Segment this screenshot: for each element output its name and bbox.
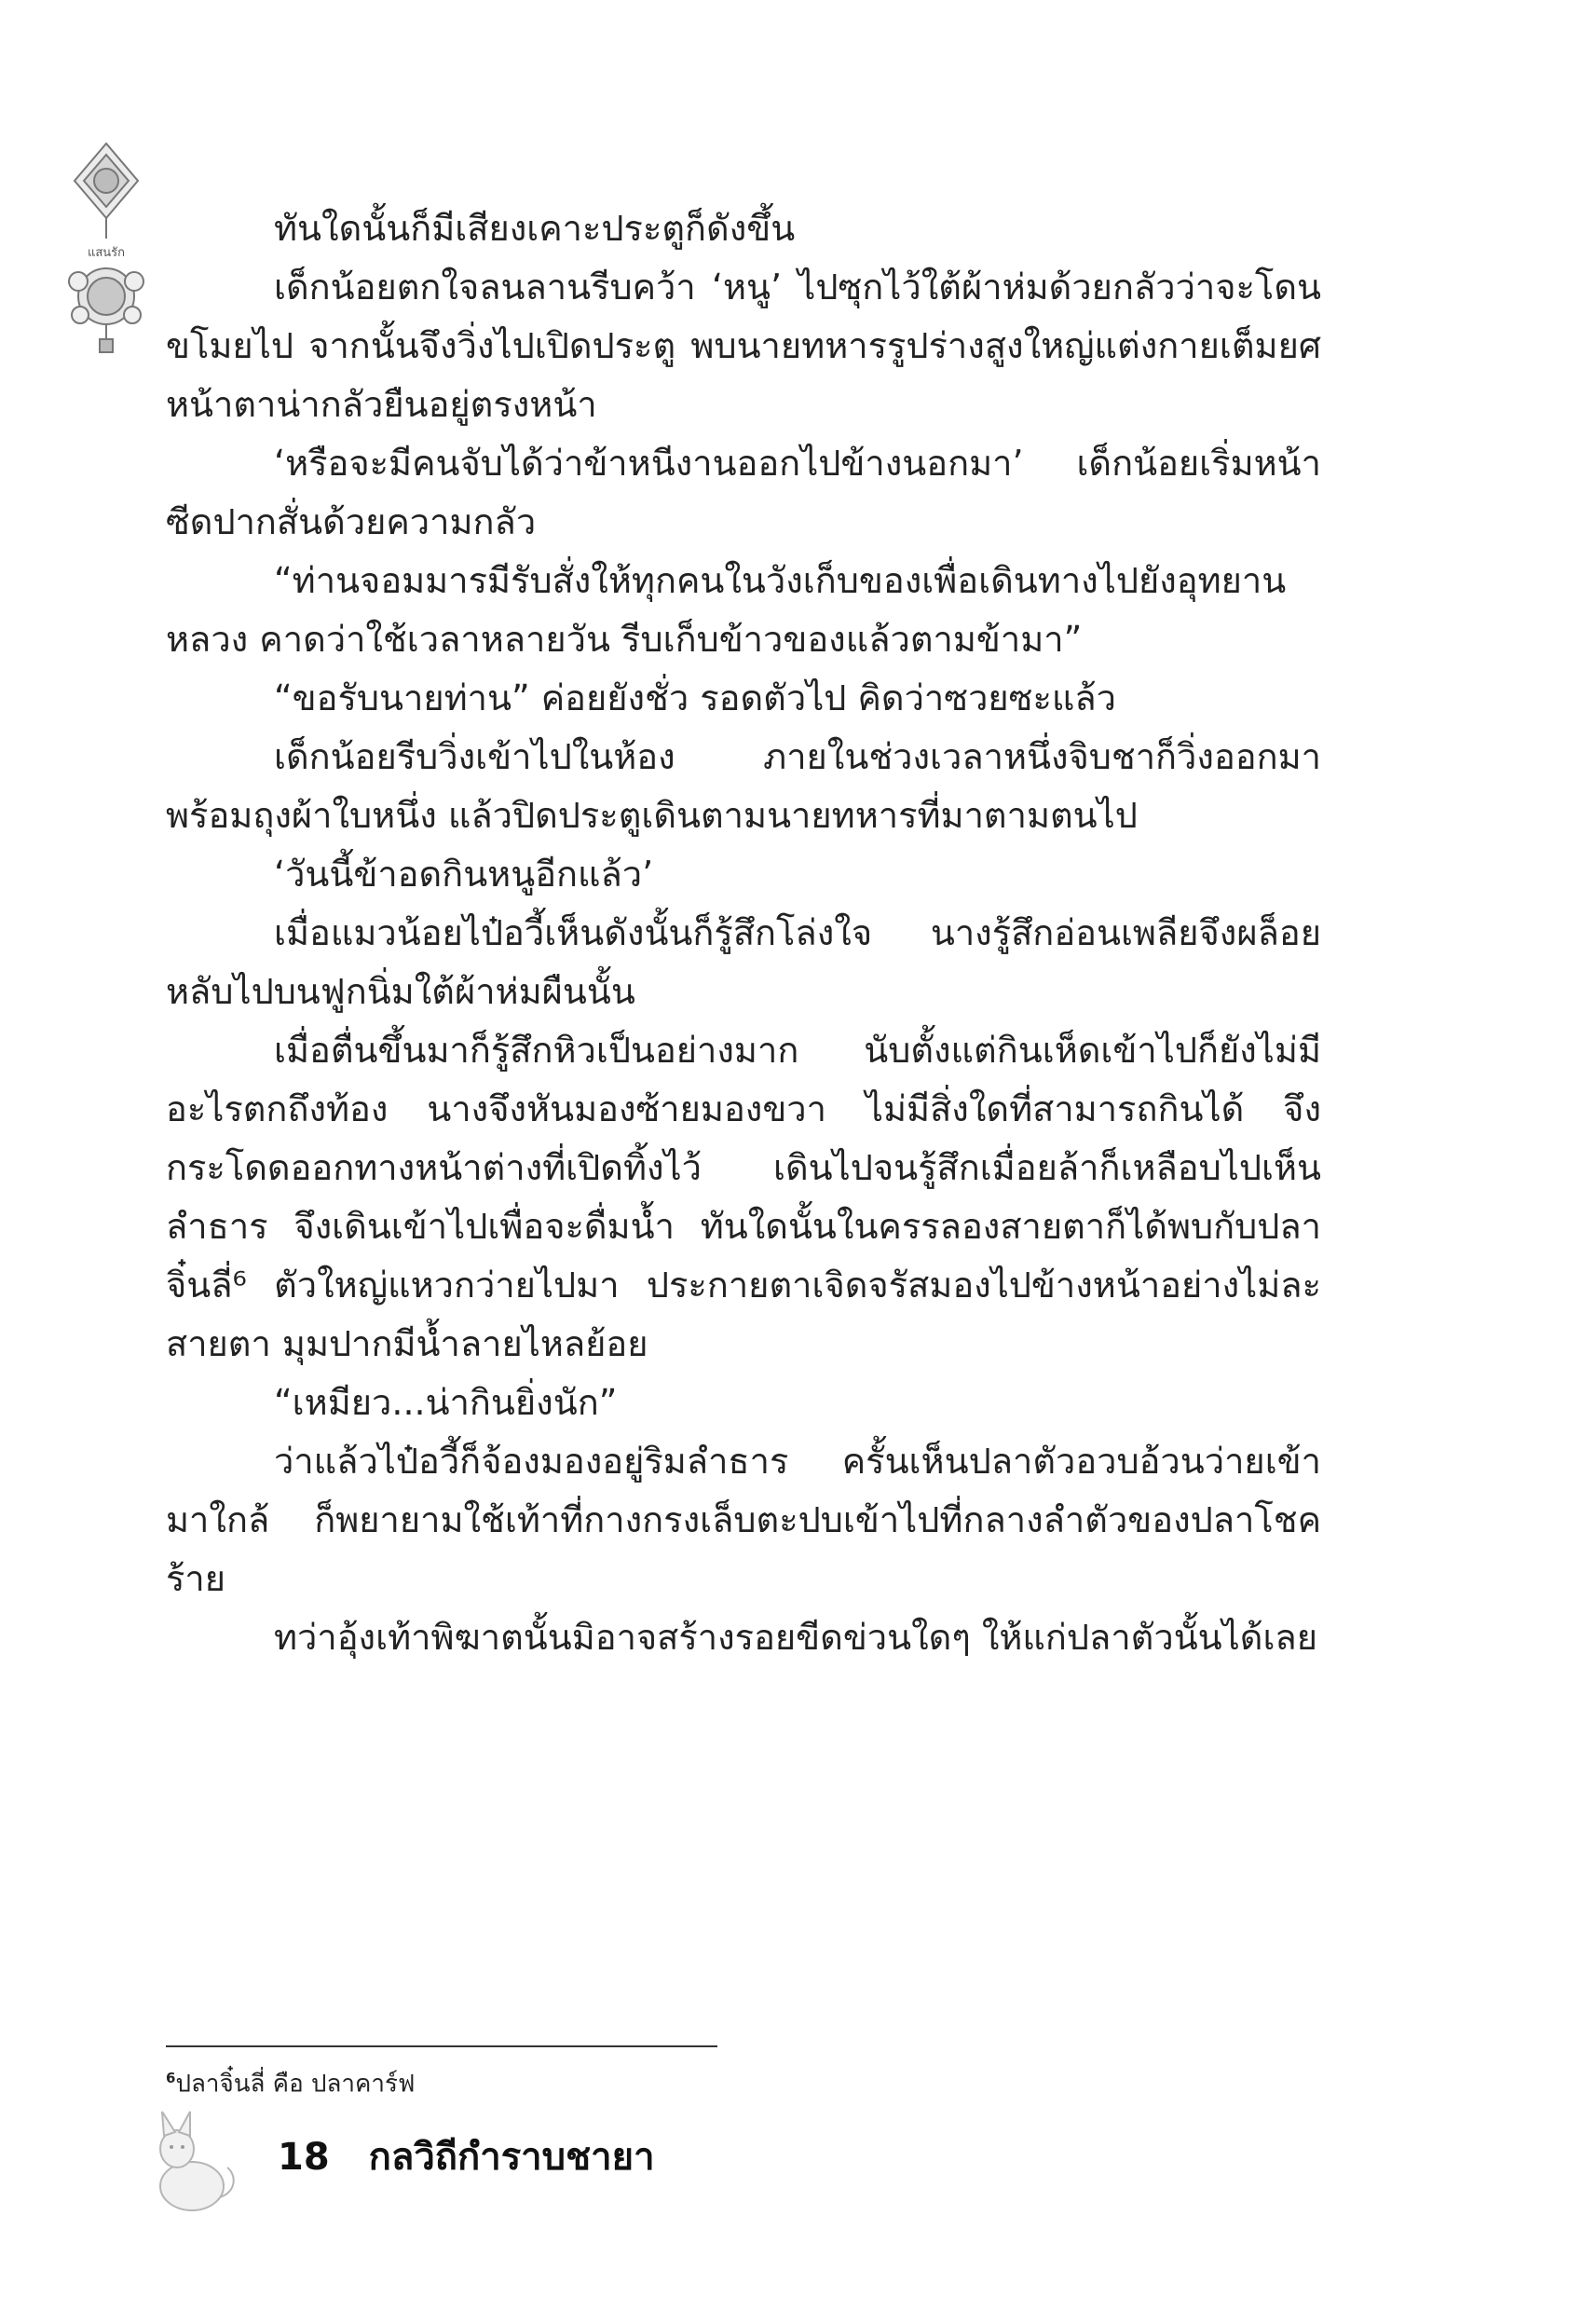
footnote <box>166 2061 1321 2101</box>
paragraph-5: “ขอรับนายท่าน” ค่อยยังชั่ว รอดตัวไป คิดว่าซวยซะแล้ว <box>274 677 1116 718</box>
chapter-ornament <box>60 142 153 356</box>
footnote-text: ปลาจิ๋นลี่ คือ ปลาคาร์ฟ <box>175 2070 416 2099</box>
page-number: 18 <box>278 2136 330 2179</box>
cat-icon <box>140 2106 240 2216</box>
paragraph-7: ‘วันนี้ข้าอดกินหนูอีกแล้ว’ <box>274 854 654 895</box>
paragraph-9: เมื่อตื่นขึ้นมาก็รู้สึกหิวเป็นอย่างมาก นับตั้งแต่กินเห็ดเข้าไปก็ยังไม่มีอะไรตกถึงท้อง นางจึงหันมองซ้ายมองขวา ไม่มีสิ่งใดที่สามารถกินได้ จึงกระโดดออกทางหน้าต่างที่เปิดทิ้งไว้ เดินไปจนรู้สึกเมื่อยล้าก็เหลือบไปเห็นลำธาร จึงเดินเข้าไปเพื่อจะดื่มน้ำ ทันใดนั้นในครรลองสายตาก็ได้พบกับปลาจิ๋นลี่⁶ ตัวใหญ่แหวกว่ายไปมา ประกายตาเจิดจรัสมองไปข้างหน้าอย่างไม่ละสายตา มุมปากมีน้ำลายไหลย้อย <box>166 1030 1321 1364</box>
paragraph-8: เมื่อแมวน้อยไป๋อวี้เห็นดังนั้นก็รู้สึกโล่งใจ นางรู้สึกอ่อนเพลียจึงผล็อยหลับไปบนฟูกนิ่มใต้ผ้าห่มผืนนั้น <box>166 912 1321 1012</box>
paragraph-11: ว่าแล้วไป๋อวี้ก็จ้องมองอยู่ริมลำธาร ครั้นเห็นปลาตัวอวบอ้วนว่ายเข้ามาใกล้ ก็พยายามใช้เท้าที่กางกรงเล็บตะปบเข้าไปที่กลางลำตัวของปลาโชคร้าย <box>166 1441 1321 1599</box>
paragraph-4: “ท่านจอมมารมีรับสั่งให้ทุกคนในวังเก็บของเพื่อเดินทางไปยังอุทยานหลวง คาดว่าใช้เวลาหลายวัน รีบเก็บข้าวของแล้วตามข้ามา” <box>166 560 1287 660</box>
ornament-logo-text: แสนรัก <box>87 246 126 260</box>
paragraph-12: ทว่าอุ้งเท้าพิฆาตนั้นมิอาจสร้างรอยขีดข่วนใดๆ ให้แก่ปลาตัวนั้นได้เลย <box>274 1617 1317 1658</box>
paragraph-6: เด็กน้อยรีบวิ่งเข้าไปในห้อง ภายในช่วงเวลาหนึ่งจิบชาก็วิ่งออกมาพร้อมถุงผ้าใบหนึ่ง แล้วปิดประตูเดินตามนายทหารที่มาตามตนไป <box>166 736 1321 836</box>
cat-illustration <box>140 2106 240 2216</box>
paragraph-2: เด็กน้อยตกใจลนลานรีบคว้า ‘หนู’ ไปซุกไว้ใต้ผ้าห่มด้วยกลัวว่าจะโดนขโมยไป จากนั้นจึงวิ่งไปเปิดประตู พบนายทหารรูปร่างสูงใหญ่แต่งกายเต็มยศหน้าตาน่ากลัวยืนอยู่ตรงหน้า <box>166 267 1321 425</box>
paragraph-10: “เหมียว...น่ากินยิ่งนัก” <box>274 1382 618 1423</box>
paragraph-3: ‘หรือจะมีคนจับได้ว่าข้าหนีงานออกไปข้างนอกมา’ เด็กน้อยเริ่มหน้าซีดปากสั่นด้วยความกลัว <box>166 443 1321 542</box>
body-text <box>166 199 1321 1667</box>
footnote-marker: 6 <box>166 2070 176 2086</box>
footnote-divider <box>166 2045 717 2047</box>
book-title: กลวิถีกำราบชายา <box>368 2136 655 2179</box>
paragraph-1: ทันใดนั้นก็มีเสียงเคาะประตูก็ดังขึ้น <box>274 208 796 249</box>
page-footer <box>278 2126 655 2186</box>
